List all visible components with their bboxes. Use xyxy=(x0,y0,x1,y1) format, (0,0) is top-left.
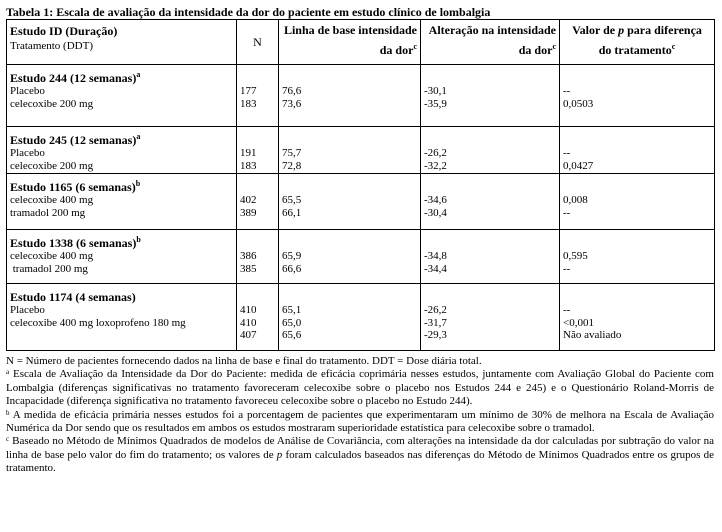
spacer xyxy=(563,71,711,85)
change-cell xyxy=(421,174,560,230)
spacer xyxy=(424,180,556,194)
pvalue-value: 0,0427 xyxy=(563,159,594,172)
change-value: -30,1 xyxy=(424,85,447,97)
treatment-label: celecoxibe 400 mg xyxy=(10,194,94,206)
study-label-cell xyxy=(7,230,237,284)
header-baseline-sup: c xyxy=(413,42,417,51)
study-label-cell xyxy=(7,127,237,174)
n-value: 389 xyxy=(240,206,257,219)
baseline-cell xyxy=(279,65,421,127)
n-value: 183 xyxy=(240,159,257,172)
n-value: 183 xyxy=(240,97,257,110)
spacer xyxy=(240,236,275,250)
change-cell xyxy=(421,284,560,351)
pvalue-value: -- xyxy=(563,85,571,97)
spacer xyxy=(563,290,711,304)
footnote-a xyxy=(6,368,714,408)
pvalue-value: -- xyxy=(563,206,571,219)
pvalue-cell xyxy=(560,174,715,230)
treatment-label: Placebo xyxy=(10,85,45,97)
change-value: -29,3 xyxy=(424,329,447,341)
baseline-value: 72,8 xyxy=(282,159,302,172)
baseline-value: 66,1 xyxy=(282,206,302,219)
change-cell xyxy=(421,230,560,284)
study-label-cell xyxy=(7,174,237,230)
baseline-value: 65,1 xyxy=(282,304,302,316)
pvalue-value: 0,595 xyxy=(563,250,588,262)
header-pvalue-p: p xyxy=(618,23,625,37)
header-pvalue-a: Valor de xyxy=(572,23,619,37)
change-value: -26,2 xyxy=(424,304,447,316)
pvalue-cell xyxy=(560,230,715,284)
spacer xyxy=(282,236,417,250)
footnote-a-mark: a xyxy=(6,368,10,377)
footnote-c-mark: c xyxy=(6,435,10,444)
study-title-text: Estudo 245 (12 semanas) xyxy=(10,133,137,147)
spacer xyxy=(240,180,275,194)
baseline-value: 75,7 xyxy=(282,147,302,159)
baseline-value: 65,5 xyxy=(282,194,302,206)
n-cell xyxy=(237,230,279,284)
spacer xyxy=(282,180,417,194)
table-caption: Tabela 1: Escala de avaliação da intensidade da dor do paciente em estudo clínico de lombalgia xyxy=(6,5,491,19)
change-cell xyxy=(421,65,560,127)
header-study-id: Estudo ID (Duração) xyxy=(10,24,118,38)
study-row xyxy=(7,65,715,127)
pain-scale-table xyxy=(6,19,715,351)
header-treatment: Tratamento (DDT) xyxy=(10,40,93,52)
study-title-text: Estudo 1174 (4 semanas) xyxy=(10,290,136,304)
n-cell xyxy=(237,174,279,230)
baseline-cell xyxy=(279,127,421,174)
footnote-c-text-1: Baseado no Método de Mínimos Quadrados de modelos de Análise de Covariância, com alterações na intensidade da dor calculadas por subtração do valor na linha de base pelo valor do fim do tratamento; os valores de xyxy=(6,435,714,461)
baseline-cell xyxy=(279,284,421,351)
study-title xyxy=(10,71,233,85)
pvalue-cell xyxy=(560,127,715,174)
n-value: 177 xyxy=(240,85,257,97)
change-value: -30,4 xyxy=(424,206,447,219)
spacer xyxy=(563,133,711,147)
study-row xyxy=(7,284,715,351)
change-value: -34,6 xyxy=(424,194,447,206)
baseline-value: 65,9 xyxy=(282,250,302,262)
header-baseline-line1: Linha de base intensidade xyxy=(283,23,417,37)
spacer xyxy=(424,290,556,304)
treatment-label: Placebo xyxy=(10,304,45,316)
baseline-value: 73,6 xyxy=(282,97,302,110)
spacer xyxy=(563,180,711,194)
n-value: 410 xyxy=(240,316,257,329)
treatment-label: tramadol 200 mg xyxy=(10,262,88,275)
n-value: 407 xyxy=(240,329,257,341)
pvalue-value: <0,001 xyxy=(563,316,594,329)
header-pvalue xyxy=(560,20,715,65)
treatment-label: celecoxibe 200 mg xyxy=(10,97,94,110)
n-cell xyxy=(237,127,279,174)
baseline-value: 76,6 xyxy=(282,85,302,97)
study-title-sup: b xyxy=(135,179,141,188)
spacer xyxy=(282,71,417,85)
pvalue-value: -- xyxy=(563,304,571,316)
n-cell xyxy=(237,65,279,127)
pvalue-value: -- xyxy=(563,147,571,159)
table-body xyxy=(7,65,715,351)
pvalue-value: -- xyxy=(563,262,571,275)
study-title-text: Estudo 1165 (6 semanas) xyxy=(10,180,136,194)
spacer xyxy=(424,133,556,147)
n-value: 385 xyxy=(240,262,257,275)
study-title xyxy=(10,133,233,147)
treatment-label: celecoxibe 200 mg xyxy=(10,159,94,172)
spacer xyxy=(240,290,275,304)
header-pvalue-line2: do tratamento xyxy=(598,43,672,57)
footnote-c xyxy=(6,435,714,475)
treatment-label: celecoxibe 400 mg xyxy=(10,250,94,262)
pvalue-value: Não avaliado xyxy=(563,329,622,341)
change-value: -26,2 xyxy=(424,147,447,159)
header-change-sup: c xyxy=(552,42,556,51)
n-cell xyxy=(237,284,279,351)
study-title-text: Estudo 244 (12 semanas) xyxy=(10,71,137,85)
footnote-c-p: p xyxy=(276,448,283,461)
n-value: 410 xyxy=(240,304,257,316)
footnote-n-ddt: N = Número de pacientes fornecendo dados na linha de base e final do tratamento. DDT = Dose diária total. xyxy=(6,355,482,367)
study-title-sup: a xyxy=(136,70,141,79)
n-value: 386 xyxy=(240,250,257,262)
baseline-cell xyxy=(279,230,421,284)
baseline-value: 65,6 xyxy=(282,329,302,341)
pvalue-cell xyxy=(560,284,715,351)
change-value: -34,4 xyxy=(424,262,447,275)
header-n: N xyxy=(237,20,279,65)
change-cell xyxy=(421,127,560,174)
header-baseline-line2: da dor xyxy=(379,43,414,57)
n-value: 402 xyxy=(240,194,257,206)
treatment-label: celecoxibe 400 mg loxoprofeno 180 mg xyxy=(10,316,186,329)
change-value: -32,2 xyxy=(424,159,447,172)
header-pvalue-sup: c xyxy=(671,42,676,51)
treatment-label: Placebo xyxy=(10,147,45,159)
study-title-sup: a xyxy=(136,132,141,141)
footnotes xyxy=(6,355,714,476)
change-value: -34,8 xyxy=(424,250,447,262)
header-change-line2: da dor xyxy=(518,43,553,57)
study-title-sup: b xyxy=(136,235,141,244)
study-title-text: Estudo 1338 (6 semanas) xyxy=(10,236,137,250)
header-pvalue-b: para diferença xyxy=(624,23,702,37)
header-change xyxy=(421,20,560,65)
study-row xyxy=(7,127,715,174)
study-title xyxy=(10,236,233,250)
study-row xyxy=(7,230,715,284)
footnote-b-mark: b xyxy=(6,408,10,417)
pvalue-cell xyxy=(560,65,715,127)
change-value: -31,7 xyxy=(424,316,447,329)
study-title xyxy=(10,290,233,304)
footnote-c-text-2: foram calculados baseados nas diferenças do Método de Mínimos Quadrados entre os grupos de tratamento. xyxy=(6,448,714,475)
study-title xyxy=(10,180,233,194)
pvalue-value: 0,0503 xyxy=(563,97,594,110)
study-label-cell xyxy=(7,65,237,127)
spacer xyxy=(282,290,417,304)
header-change-line1: Alteração na intensidade xyxy=(428,23,556,37)
spacer xyxy=(424,71,556,85)
header-study xyxy=(7,20,237,65)
header-baseline xyxy=(279,20,421,65)
baseline-cell xyxy=(279,174,421,230)
document xyxy=(6,5,714,476)
spacer xyxy=(240,133,275,147)
footnote-b-text: A medida de eficácia primária nesses estudos foi a porcentagem de pacientes que experimentaram um mínimo de 30% de melhora na Escala de Avaliação Numérica da Dor sendo que os resultados em ambos os estudos mostraram superioridade estatística para celecoxibe sobre o tramadol. xyxy=(6,408,714,435)
study-label-cell xyxy=(7,284,237,351)
n-value: 191 xyxy=(240,147,257,159)
spacer xyxy=(282,133,417,147)
change-value: -35,9 xyxy=(424,97,447,110)
pvalue-value: 0,008 xyxy=(563,194,588,206)
baseline-value: 65,0 xyxy=(282,316,302,329)
baseline-value: 66,6 xyxy=(282,262,302,275)
spacer xyxy=(240,71,275,85)
header-row xyxy=(7,20,715,65)
spacer xyxy=(563,236,711,250)
footnote-b xyxy=(6,409,714,436)
treatment-label: tramadol 200 mg xyxy=(10,206,86,219)
footnote-a-text: Escala de Avaliação da Intensidade da Dor do Paciente: medida de eficácia coprimária nesses estudos, juntamente com Avaliação Global do Paciente com Lombalgia (diferenças significativas no tratamento favoreceram celecoxibe sobre o placebo nos Estudos 244 e 245) e o Questionário Roland-Morris de Incapacidade (diferença significativa no tratamento favoreceu celecoxibe sobre o placebo no Estudo 244). xyxy=(6,368,714,408)
study-row xyxy=(7,174,715,230)
spacer xyxy=(424,236,556,250)
